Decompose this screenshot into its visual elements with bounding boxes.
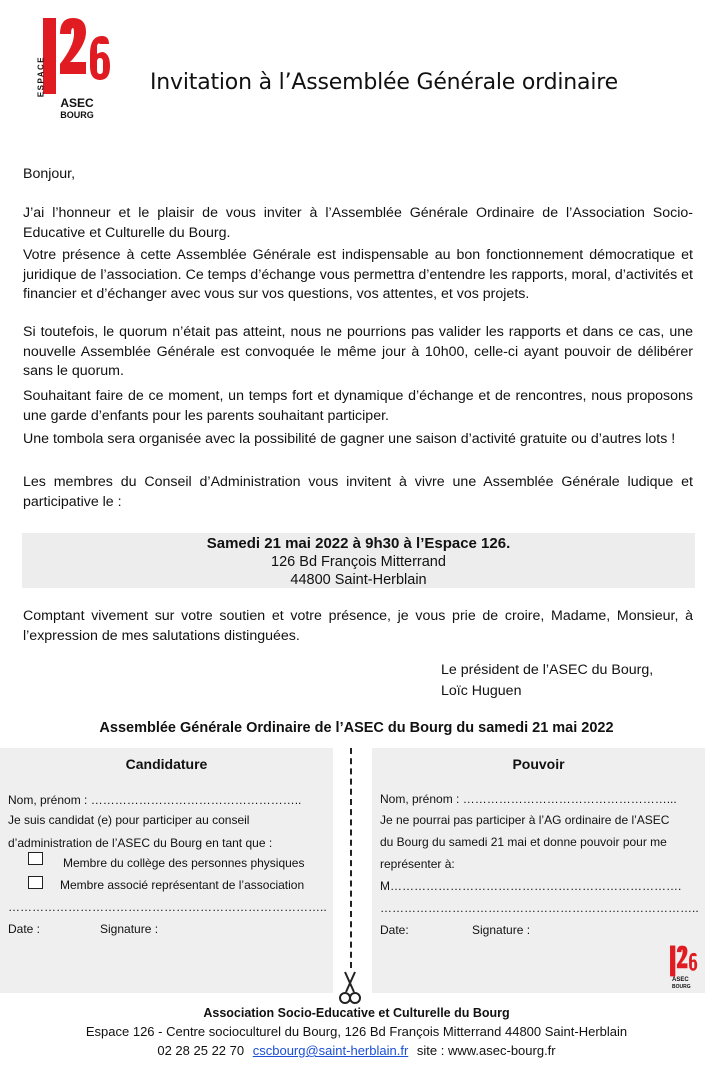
letter-paragraph-6: Les membres du Conseil d’Administration vous invitent à vivre une Assemblée Générale ludique et participative le : [23, 474, 693, 510]
footer-phone: 02 28 25 22 70 [157, 1043, 245, 1058]
footer-site: site : www.asec-bourg.fr [416, 1043, 556, 1058]
pouvoir-text-line-2: du Bourg du samedi 21 mai et donne pouvoir pour me [380, 835, 667, 849]
pouvoir-signature-field[interactable]: Signature : [472, 923, 531, 937]
page-title: Invitation à l’Assemblée Générale ordinaire [150, 70, 618, 95]
pouvoir-text-line-3: représenter à: [380, 857, 455, 871]
event-address-line-2: 44800 Saint-Herblain [290, 572, 427, 588]
footer-email-link[interactable]: cscbourg@saint-herblain.fr [252, 1043, 409, 1058]
footer-address: Espace 126 - Centre socioculturel du Bourg, 126 Bd François Mitterrand 44800 Saint-Herblain [85, 1024, 628, 1039]
candidature-dotted-line[interactable]: …………………………………………………………………….. [8, 900, 327, 914]
logo-bourg: BOURG [60, 110, 94, 120]
closing-paragraph: Comptant vivement sur votre soutien et votre présence, je vous prie de croire, Madame, Monsieur, à l’expression de mes salutations distinguées. [23, 608, 693, 644]
letter-paragraph-4: Souhaitant faire de ce moment, un temps fort et dynamique d’échange et de rencontres, nous proposons une garde d’enfants pour les parents souhaitant participer. [23, 388, 693, 424]
event-details-box [22, 533, 695, 588]
signoff-name: Loïc Huguen [441, 682, 522, 699]
candidature-text-line-2: d’administration de l’ASEC du Bourg en tant que : [8, 836, 273, 850]
pouvoir-dotted-line[interactable]: …………………………………………………………………….. [380, 901, 699, 915]
footer-organization: Association Socio-Educative et Culturelle du Bourg [203, 1006, 510, 1020]
footer-contact [0, 1043, 713, 1058]
letter-paragraph-5: Une tombola sera organisée avec la possibilité de gagner une saison d’activité gratuite ou d’autres lots ! [23, 431, 676, 447]
candidature-text-line-1: Je suis candidat (e) pour participer au conseil [8, 813, 250, 827]
option-physical-persons: Membre du collège des personnes physiques [63, 856, 305, 870]
asec-logo [30, 14, 110, 124]
checkbox-associate-member[interactable] [28, 876, 43, 889]
signoff [441, 660, 653, 701]
cut-line [350, 748, 352, 968]
pouvoir-proxy-name-field[interactable]: M………………………………………………………………. [380, 879, 682, 893]
pouvoir-title: Pouvoir [512, 756, 565, 772]
option-associate-member: Membre associé représentant de l’association [60, 878, 305, 892]
pouvoir-panel [372, 748, 705, 993]
event-address-line-1: 126 Bd François Mitterrand [271, 554, 446, 570]
logo-asec: ASEC [60, 96, 94, 110]
small-logo-bourg: BOURG [672, 984, 691, 990]
letter-paragraph-2: Votre présence à cette Assemblée Générale est indispensable au bon fonctionnement démocratique et juridique de l’association. Ce temps d’échange vous permettra d’entendre les rapports, moral, d’activités et financier et d’échanger avec vous sur vos questions, vos attentes, et vos projets. [23, 247, 693, 302]
pouvoir-name-field[interactable]: Nom, prénom : ……………………………………………... [380, 792, 677, 806]
form-section-title: Assemblée Générale Ordinaire de l’ASEC du Bourg du samedi 21 mai 2022 [99, 720, 614, 736]
checkbox-physical-persons[interactable] [28, 852, 43, 865]
small-asec-logo [660, 944, 700, 990]
candidature-name-field[interactable]: Nom, prénom : …………………………………………….. [8, 793, 302, 807]
small-logo-asec: ASEC [672, 977, 689, 983]
small-logo-126-graphic [668, 944, 698, 978]
logo-126-graphic [40, 14, 110, 98]
letter-paragraph-1: J’ai l’honneur et le plaisir de vous inviter à l’Assemblée Générale Ordinaire de l’Association Socio-Educative et Culturelle du Bourg. [23, 205, 693, 241]
logo-vertical-text: ESPACE [36, 55, 46, 98]
signoff-role: Le président de l’ASEC du Bourg, [441, 662, 654, 678]
candidature-title: Candidature [125, 756, 208, 772]
event-date-time: Samedi 21 mai 2022 à 9h30 à l’Espace 126. [206, 535, 511, 552]
candidature-date-field[interactable]: Date : [8, 922, 41, 936]
pouvoir-date-field[interactable]: Date: [380, 923, 409, 937]
candidature-signature-field[interactable]: Signature : [100, 922, 159, 936]
scissors-icon [339, 970, 361, 1006]
candidature-panel [0, 748, 333, 993]
greeting: Bonjour, [23, 166, 76, 182]
pouvoir-text-line-1: Je ne pourrai pas participer à l’AG ordinaire de l’ASEC [380, 813, 670, 827]
letter-paragraph-3: Si toutefois, le quorum n’était pas atteint, nous ne pourrions pas valider les rapports et dans ce cas, une nouvelle Assemblée Générale est convoquée le même jour à 10h00, celle-ci ayant pouvoir de délibérer sans le quorum. [23, 324, 693, 379]
